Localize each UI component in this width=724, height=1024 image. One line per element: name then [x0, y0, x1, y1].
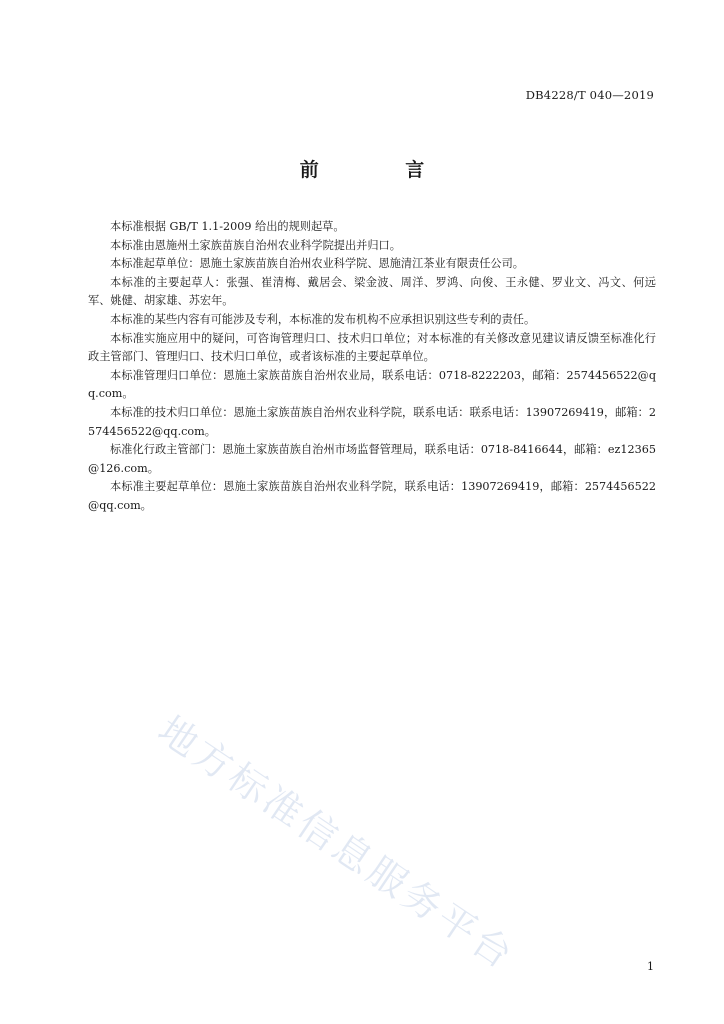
paragraph: 本标准根据 GB/T 1.1-2009 给出的规则起草。	[110, 220, 345, 233]
paragraph: 本标准的某些内容有可能涉及专利，本标准的发布机构不应承担识别这些专利的责任。	[110, 312, 536, 326]
paragraph: 本标准由恩施州土家族苗族自治州农业科学院提出并归口。	[110, 238, 401, 252]
paragraph: 本标准的主要起草人：张强、崔清梅、戴居会、梁金波、周洋、罗鸿、向俊、王永健、罗业文、冯文、何远军、姚健、胡家雄、苏宏年。	[88, 275, 656, 308]
paragraph: 本标准管理归口单位：恩施土家族苗族自治州农业局，联系电话：0718-8222203，邮箱：2574456522@qq.com。	[88, 368, 656, 401]
paragraph: 本标准实施应用中的疑问，可咨询管理归口、技术归口单位；对本标准的有关修改意见建议请反馈至标准化行政主管部门、管理归口、技术归口单位，或者该标准的主要起草单位。	[88, 331, 656, 364]
body-text	[88, 218, 656, 516]
paragraph: 本标准主要起草单位：恩施土家族苗族自治州农业科学院，联系电话：13907269419，邮箱：2574456522@qq.com。	[88, 480, 656, 512]
watermark: 地方标准信息服务平台	[150, 707, 524, 979]
paragraph: 本标准的技术归口单位：恩施土家族苗族自治州农业科学院，联系电话：联系电话：13907269419，邮箱：2574456522@qq.com。	[88, 405, 656, 438]
document-code: DB4228/T 040—2019	[525, 88, 654, 102]
paragraph: 标准化行政主管部门：恩施土家族苗族自治州市场监督管理局，联系电话：0718-8416644，邮箱：ez12365@126.com。	[88, 443, 656, 475]
page-number: 1	[647, 960, 654, 973]
page-title: 前 言	[299, 159, 465, 181]
paragraph: 本标准起草单位：恩施土家族苗族自治州农业科学院、恩施清江茶业有限责任公司。	[110, 257, 524, 271]
